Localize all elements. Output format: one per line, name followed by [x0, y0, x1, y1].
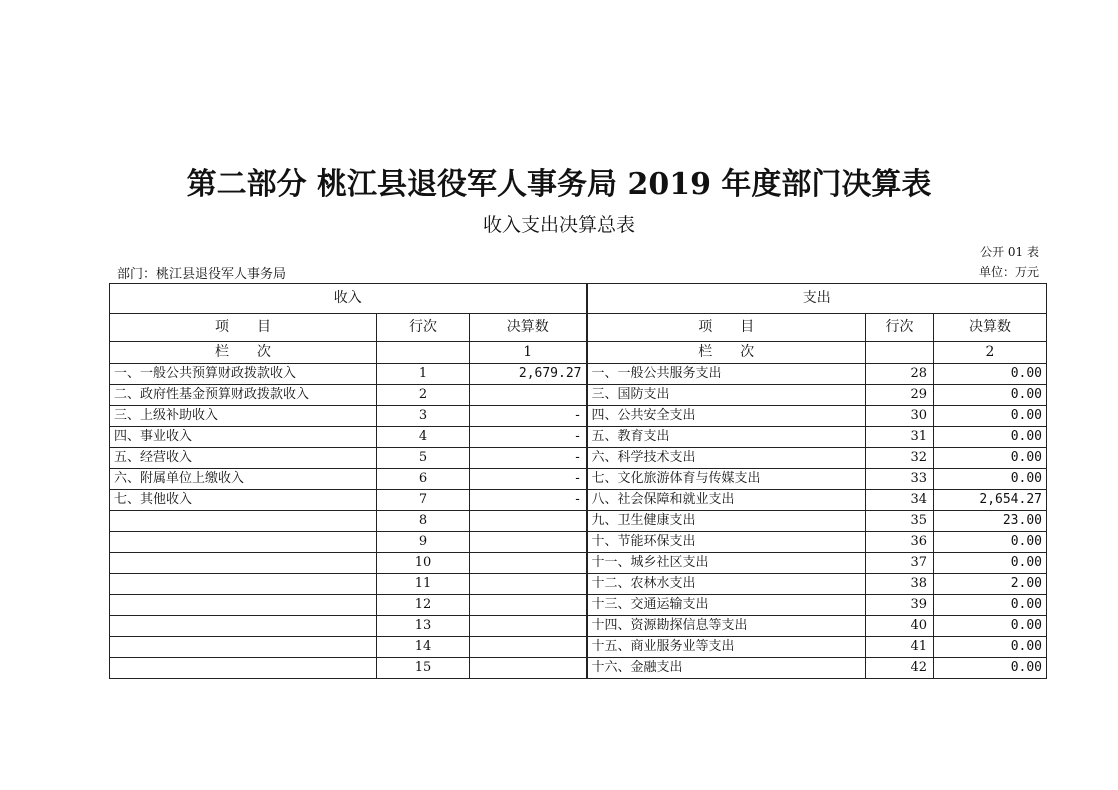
expense-amount-cell: 0.00 — [934, 532, 1047, 553]
table-row — [110, 469, 1047, 490]
unit-label: 单位：万元 — [978, 265, 1039, 279]
income-amount-cell: - — [470, 448, 587, 469]
income-amount-cell — [470, 658, 587, 679]
income-amount-header: 决算数 — [470, 314, 587, 342]
expense-amount-cell: 0.00 — [934, 658, 1047, 679]
income-line-cell: 11 — [377, 574, 470, 595]
table-row — [110, 385, 1047, 406]
income-item-header: 项 目 — [110, 314, 377, 342]
income-amount-cell — [470, 574, 587, 595]
expense-item-header: 项 目 — [587, 314, 866, 342]
expense-line-cell: 34 — [866, 490, 934, 511]
expense-line-header: 行次 — [866, 314, 934, 342]
income-amount-cell — [470, 553, 587, 574]
expense-item-cell: 十五、商业服务业等支出 — [587, 637, 866, 658]
table-row — [110, 448, 1047, 469]
income-line-cell: 1 — [377, 364, 470, 385]
income-item-cell — [110, 511, 377, 532]
income-amount-cell — [470, 532, 587, 553]
income-line-cell: 2 — [377, 385, 470, 406]
expense-item-cell: 八、社会保障和就业支出 — [587, 490, 866, 511]
table-row — [110, 595, 1047, 616]
expense-amount-cell: 0.00 — [934, 406, 1047, 427]
income-amount-cell — [470, 616, 587, 637]
expense-amount-cell: 0.00 — [934, 616, 1047, 637]
expense-item-cell: 五、教育支出 — [587, 427, 866, 448]
income-line-cell: 6 — [377, 469, 470, 490]
income-item-cell — [110, 595, 377, 616]
income-lanci-blank — [377, 342, 470, 364]
expense-amount-cell: 0.00 — [934, 469, 1047, 490]
expense-item-cell: 十、节能环保支出 — [587, 532, 866, 553]
income-expense-table — [109, 283, 1047, 679]
income-line-cell: 14 — [377, 637, 470, 658]
expense-line-cell: 32 — [866, 448, 934, 469]
income-amount-cell: - — [470, 427, 587, 448]
expense-amount-cell: 2.00 — [934, 574, 1047, 595]
table-subtitle: 收入支出决算总表 — [482, 214, 635, 236]
expense-lanci-number: 2 — [934, 342, 1047, 364]
expense-amount-cell: 0.00 — [934, 364, 1047, 385]
income-line-cell: 13 — [377, 616, 470, 637]
table-row — [110, 427, 1047, 448]
income-amount-cell — [470, 637, 587, 658]
income-line-cell: 3 — [377, 406, 470, 427]
expense-item-cell: 四、公共安全支出 — [587, 406, 866, 427]
expense-item-cell: 十四、资源勘探信息等支出 — [587, 616, 866, 637]
expense-item-cell: 七、文化旅游体育与传媒支出 — [587, 469, 866, 490]
table-row — [110, 637, 1047, 658]
income-item-cell: 七、其他收入 — [110, 490, 377, 511]
income-amount-cell: - — [470, 469, 587, 490]
table-row — [110, 553, 1047, 574]
income-line-header: 行次 — [377, 314, 470, 342]
expense-amount-cell: 0.00 — [934, 595, 1047, 616]
expense-line-cell: 37 — [866, 553, 934, 574]
table-row — [110, 406, 1047, 427]
income-line-cell: 12 — [377, 595, 470, 616]
income-item-cell: 一、一般公共预算财政拨款收入 — [110, 364, 377, 385]
expense-amount-cell: 0.00 — [934, 427, 1047, 448]
income-lanci-label: 栏 次 — [110, 342, 377, 364]
expense-item-cell: 三、国防支出 — [587, 385, 866, 406]
section-header-row — [110, 284, 1047, 314]
form-code: 公开 01 表 — [980, 245, 1039, 259]
expense-amount-cell: 23.00 — [934, 511, 1047, 532]
expense-section-header: 支出 — [587, 284, 1047, 314]
page-title: 第二部分 桃江县退役军人事务局 2019 年度部门决算表 — [186, 167, 932, 202]
table-row — [110, 574, 1047, 595]
expense-amount-header: 决算数 — [934, 314, 1047, 342]
income-line-cell: 7 — [377, 490, 470, 511]
expense-item-cell: 十六、金融支出 — [587, 658, 866, 679]
expense-item-cell: 十二、农林水支出 — [587, 574, 866, 595]
income-item-cell: 四、事业收入 — [110, 427, 377, 448]
expense-item-cell: 十三、交通运输支出 — [587, 595, 866, 616]
income-item-cell — [110, 553, 377, 574]
expense-line-cell: 39 — [866, 595, 934, 616]
income-amount-cell — [470, 595, 587, 616]
expense-line-cell: 42 — [866, 658, 934, 679]
expense-lanci-label: 栏 次 — [587, 342, 866, 364]
income-line-cell: 5 — [377, 448, 470, 469]
table-row — [110, 511, 1047, 532]
expense-amount-cell: 0.00 — [934, 448, 1047, 469]
expense-amount-cell: 2,654.27 — [934, 490, 1047, 511]
expense-line-cell: 31 — [866, 427, 934, 448]
department-label: 部门：桃江县退役军人事务局 — [117, 267, 287, 282]
income-amount-cell: - — [470, 490, 587, 511]
expense-item-cell: 九、卫生健康支出 — [587, 511, 866, 532]
income-item-cell: 三、上级补助收入 — [110, 406, 377, 427]
income-item-cell — [110, 532, 377, 553]
expense-item-cell: 六、科学技术支出 — [587, 448, 866, 469]
table-row — [110, 658, 1047, 679]
table-row — [110, 364, 1047, 385]
table-row — [110, 616, 1047, 637]
expense-item-cell: 十一、城乡社区支出 — [587, 553, 866, 574]
expense-line-cell: 28 — [866, 364, 934, 385]
income-line-cell: 15 — [377, 658, 470, 679]
column-index-row — [110, 342, 1047, 364]
expense-line-cell: 38 — [866, 574, 934, 595]
income-line-cell: 8 — [377, 511, 470, 532]
expense-line-cell: 29 — [866, 385, 934, 406]
expense-amount-cell: 0.00 — [934, 637, 1047, 658]
income-section-header: 收入 — [110, 284, 587, 314]
expense-line-cell: 30 — [866, 406, 934, 427]
expense-line-cell: 36 — [866, 532, 934, 553]
income-item-cell — [110, 574, 377, 595]
income-lanci-number: 1 — [470, 342, 587, 364]
expense-item-cell: 一、一般公共服务支出 — [587, 364, 866, 385]
table-row — [110, 532, 1047, 553]
income-item-cell — [110, 658, 377, 679]
income-item-cell: 六、附属单位上缴收入 — [110, 469, 377, 490]
income-amount-cell: - — [470, 406, 587, 427]
expense-line-cell: 33 — [866, 469, 934, 490]
expense-amount-cell: 0.00 — [934, 553, 1047, 574]
income-item-cell — [110, 616, 377, 637]
column-header-row — [110, 314, 1047, 342]
income-line-cell: 10 — [377, 553, 470, 574]
expense-line-cell: 40 — [866, 616, 934, 637]
income-item-cell: 二、政府性基金预算财政拨款收入 — [110, 385, 377, 406]
income-amount-cell — [470, 511, 587, 532]
income-amount-cell: 2,679.27 — [470, 364, 587, 385]
income-amount-cell — [470, 385, 587, 406]
table-row — [110, 490, 1047, 511]
expense-line-cell: 35 — [866, 511, 934, 532]
income-item-cell — [110, 637, 377, 658]
income-item-cell: 五、经营收入 — [110, 448, 377, 469]
expense-line-cell: 41 — [866, 637, 934, 658]
expense-amount-cell: 0.00 — [934, 385, 1047, 406]
income-line-cell: 4 — [377, 427, 470, 448]
income-line-cell: 9 — [377, 532, 470, 553]
expense-lanci-blank — [866, 342, 934, 364]
